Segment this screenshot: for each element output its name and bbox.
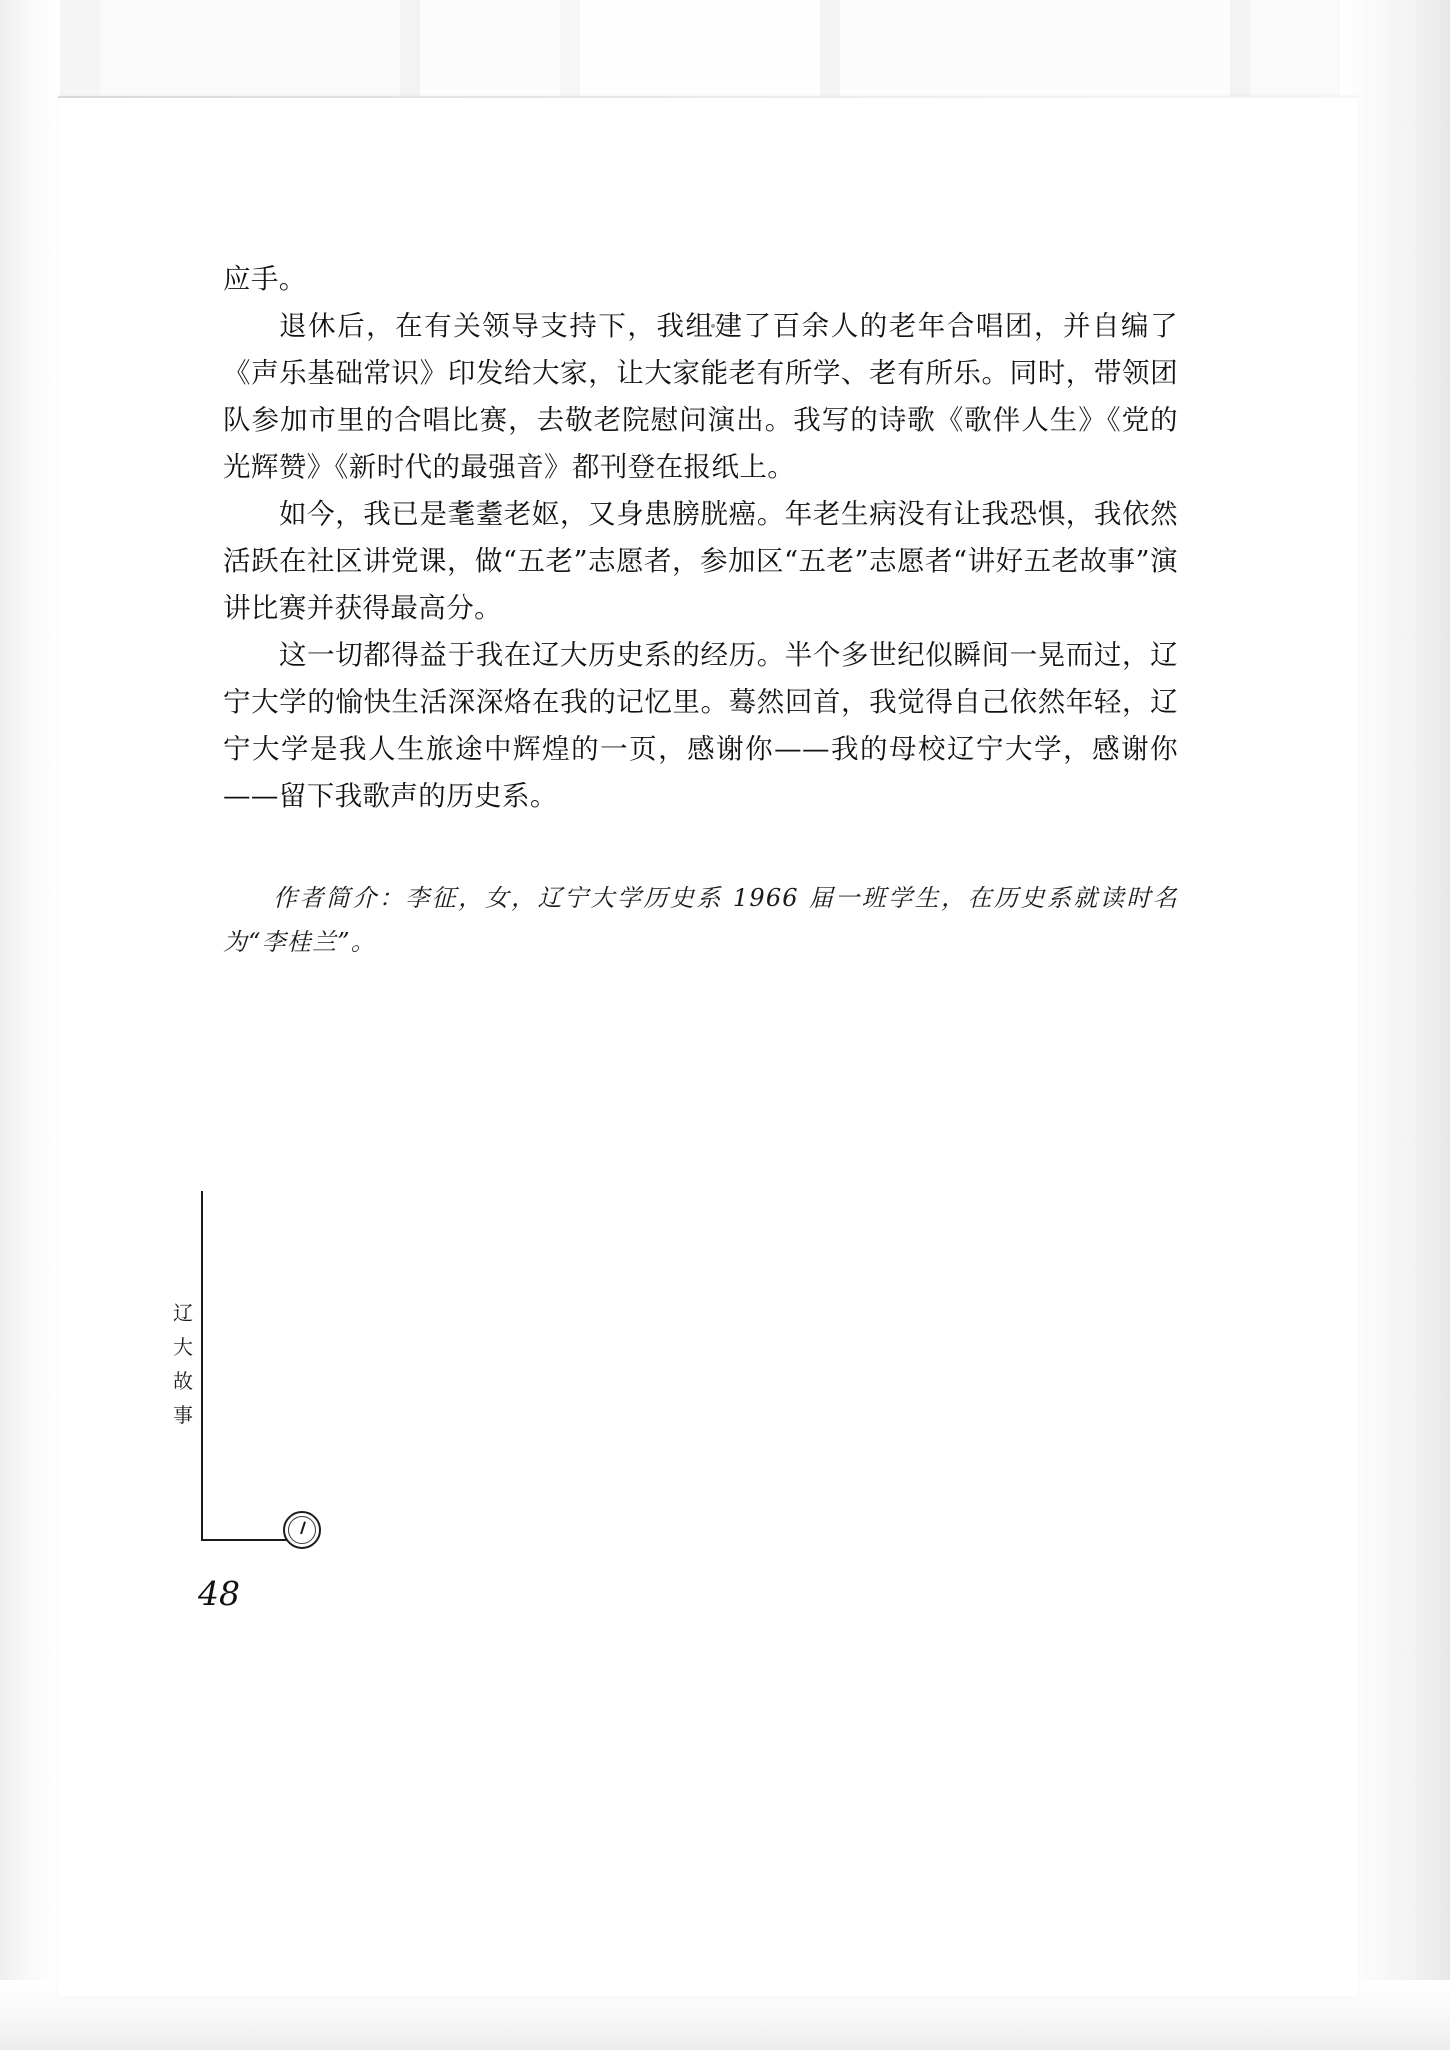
running-head-char-3: 故 (173, 1369, 193, 1393)
paragraph-2: 退休后，在有关领导支持下，我组建了百余人的老年合唱团，并自编了《声乐基础常识》印发给大家，让大家能老有所学、老有所乐。同时，带领团队参加市里的合唱比赛，去敬老院慰问演出。我写的诗歌《歌伴人生》《党的光辉赞》《新时代的最强音》都刊登在报纸上。 (223, 310, 1178, 483)
scan-shadow-left (0, 0, 60, 2050)
body-text-column (223, 256, 1178, 988)
page-number: 48 (198, 1574, 240, 1613)
circle-ornament-icon (283, 1511, 321, 1549)
running-head-char-4: 事 (173, 1403, 193, 1427)
running-head (170, 1296, 196, 1432)
running-head-char-1: 辽 (173, 1301, 193, 1325)
author-note: 作者简介：李征，女，辽宁大学历史系 1966 届一班学生，在历史系就读时名为“李桂兰”。 (223, 884, 1178, 956)
footer-rule-vertical (201, 1191, 203, 1541)
paragraph-1: 应手。 (223, 263, 307, 295)
paragraph-4: 这一切都得益于我在辽大历史系的经历。半个多世纪似瞬间一晃而过，辽宁大学的愉快生活深深烙在我的记忆里。蓦然回首，我觉得自己依然年轻，辽宁大学是我人生旅途中辉煌的一页，感谢你——我的母校辽宁大学，感谢你——留下我歌声的历史系。 (223, 639, 1178, 812)
page-sheet (58, 96, 1358, 1996)
paragraph-3: 如今，我已是耄耋老妪，又身患膀胱癌。年老生病没有让我恐惧，我依然活跃在社区讲党课，做“五老”志愿者，参加区“五老”志愿者“讲好五老故事”演讲比赛并获得最高分。 (223, 498, 1178, 624)
running-head-char-2: 大 (173, 1335, 193, 1359)
